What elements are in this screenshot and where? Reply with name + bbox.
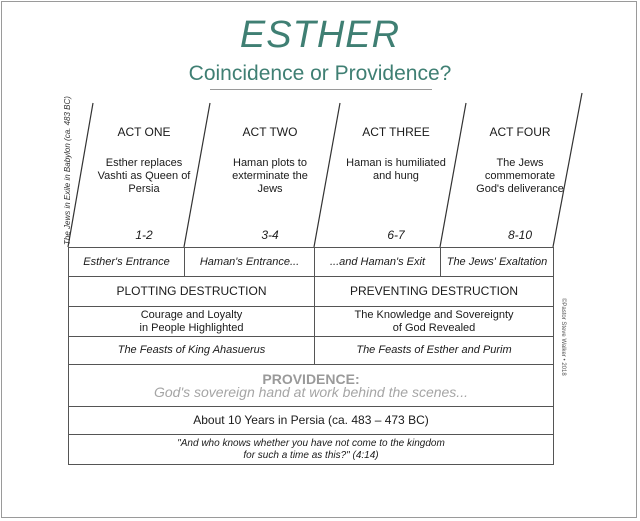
act-one-chapters: 1-2 xyxy=(135,228,153,242)
timeline-box: About 10 Years in Persia (ca. 483 – 473 BC) xyxy=(68,406,554,435)
right-feasts: The Feasts of Esther and Purim xyxy=(314,336,554,365)
scene-esthers-entrance: Esther's Entrance xyxy=(68,247,185,277)
copyright-note: ©Pastor Steve Walker • 2018 xyxy=(560,298,566,376)
act-four-description: The Jews commemorate God's deliverance xyxy=(476,157,564,195)
providence-box xyxy=(68,364,554,407)
act-two-chapters: 3-4 xyxy=(261,228,279,242)
act-three-chapters: 6-7 xyxy=(387,228,405,242)
left-theme-line-1: Courage and Loyalty xyxy=(140,308,243,321)
scene-hamans-exit: ...and Haman's Exit xyxy=(314,247,441,277)
act-two-description: Haman plots to exterminate the Jews xyxy=(232,157,308,195)
act-one xyxy=(96,126,192,246)
act-three-description: Haman is humiliated and hung xyxy=(346,157,446,182)
preventing-destruction-heading: PREVENTING DESTRUCTION xyxy=(314,276,554,307)
left-theme xyxy=(68,306,315,337)
act-three xyxy=(346,126,446,246)
providence-title: PROVIDENCE: xyxy=(262,370,360,387)
key-verse-reference: (4:14) xyxy=(352,449,379,461)
left-feasts: The Feasts of King Ahasuerus xyxy=(68,336,315,365)
page-subtitle: Coincidence or Providence? xyxy=(188,62,452,85)
left-theme-line-2: in People Highlighted xyxy=(139,321,244,334)
act-one-description: Esther replaces Vashti as Queen of Persia xyxy=(97,157,191,195)
key-verse-line-2 xyxy=(243,450,378,462)
act-four xyxy=(470,126,570,246)
page-title: ESTHER xyxy=(239,14,401,56)
key-verse-line-1: "And who knows whether you have not come to the kingdom xyxy=(177,437,445,449)
key-verse-line-2-text: for such a time as this?" xyxy=(243,449,350,461)
scene-jews-exaltation: The Jews' Exaltation xyxy=(440,247,554,277)
act-four-chapters: 8-10 xyxy=(507,228,533,242)
act-two xyxy=(222,126,318,246)
right-theme-line-1: The Knowledge and Sovereignty xyxy=(354,308,514,321)
act-four-name: ACT FOUR xyxy=(489,125,551,139)
act-one-name: ACT ONE xyxy=(117,125,171,139)
providence-subtitle: God's sovereign hand at work behind the scenes... xyxy=(154,383,468,400)
scene-hamans-entrance: Haman's Entrance... xyxy=(184,247,315,277)
act-two-name: ACT TWO xyxy=(242,125,298,139)
right-theme xyxy=(314,306,554,337)
exile-side-note: The Jews in Exile in Babylon (ca. 483 BC) xyxy=(63,96,72,245)
act-three-name: ACT THREE xyxy=(362,125,430,139)
right-theme-line-2: of God Revealed xyxy=(392,321,476,334)
plotting-destruction-heading: PLOTTING DESTRUCTION xyxy=(68,276,315,307)
key-verse-box xyxy=(68,434,554,465)
